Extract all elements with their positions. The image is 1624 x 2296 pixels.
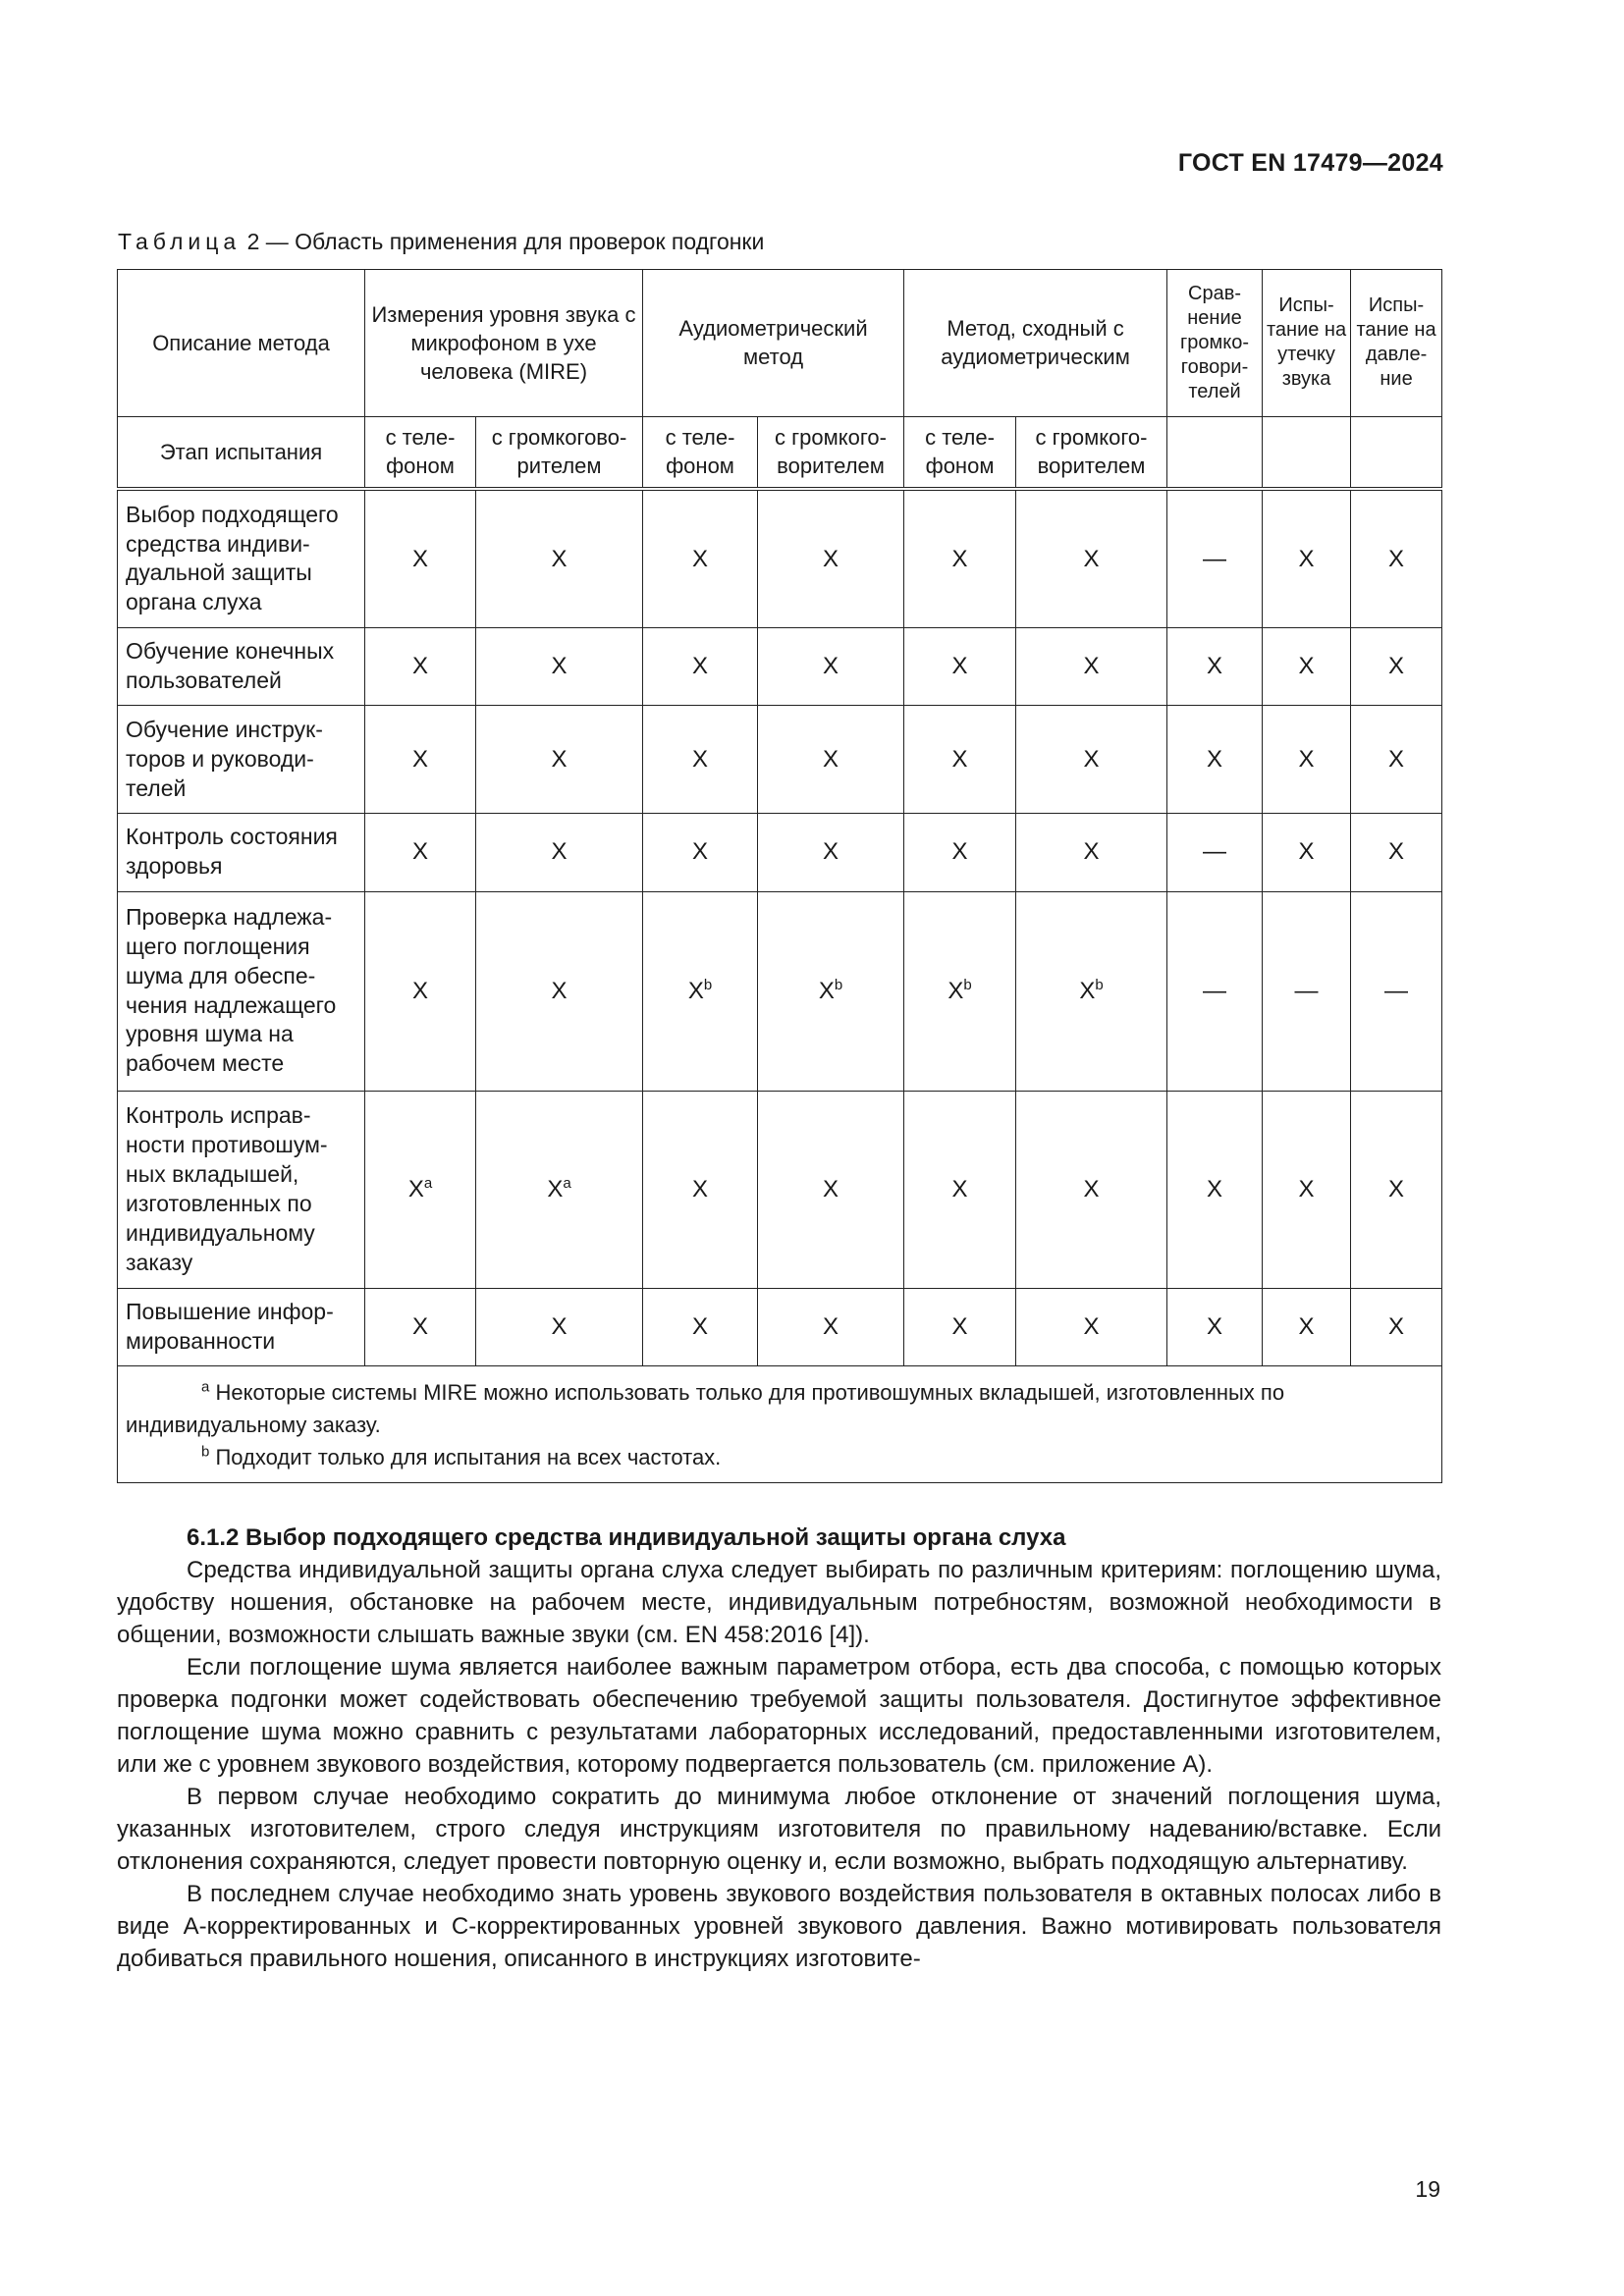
table-row [118, 628, 1442, 706]
header-empty-cell [1167, 416, 1263, 488]
table-cell: X [758, 1288, 904, 1365]
table-cell: X [1016, 706, 1167, 814]
paragraph: Средства индивидуальной защиты органа слуха следует выбирать по различным критериям: поглощению шума, удобству ношения, обстановке на рабочем месте, индивидуальным потребностям, возможной необходимости в общении, возможности слышать важные звуки (см. EN 458:2016 [4]). [117, 1557, 1441, 1648]
row-label: Обучение инструк-торов и руководи-телей [118, 706, 365, 814]
table-cell: X [643, 1288, 758, 1365]
table-cell: X [476, 814, 643, 891]
table-cell: X [1351, 814, 1442, 891]
table-cell: — [1167, 891, 1263, 1091]
table-cell: X [904, 1288, 1016, 1365]
table-cell: X [365, 489, 476, 628]
table-cell: X [1263, 1288, 1351, 1365]
row-label: Выбор подходящего средства индиви-дуальной защиты органа слуха [118, 489, 365, 628]
header-test-stage: Этап испытания [118, 416, 365, 488]
table-cell: X [476, 628, 643, 706]
table-cell: $X^b$ [643, 891, 758, 1091]
table-cell: X [758, 489, 904, 628]
paragraph: В первом случае необходимо сократить до минимума любое отклонение от значений поглощения шума, указанных изготовителем, строго следуя инструкциям изготовителя по правильному надеванию/вставке. Если отклонения сохраняются, следует провести повторную оценку и, если возможно, выбрать подходящую альтернативу. [117, 1784, 1441, 1875]
table-row [118, 489, 1442, 628]
page-number: 19 [1415, 2176, 1440, 2202]
table-cell: X [1016, 1288, 1167, 1365]
table-cell: X [1016, 814, 1167, 891]
table-cell: X [365, 706, 476, 814]
header-mire: Измерения уровня звука с микрофоном в ухе человека (MIRE) [365, 270, 643, 417]
table-row [118, 706, 1442, 814]
header-loudspeaker-compare: Срав-нение громко-говори-телей [1167, 270, 1263, 417]
table-cell: X [643, 628, 758, 706]
table-cell: X [904, 706, 1016, 814]
document-id: ГОСТ EN 17479—2024 [1177, 149, 1443, 177]
header-mire-phone: с теле-фоном [365, 416, 476, 488]
table-cell: X [1263, 814, 1351, 891]
table-cell: X [365, 891, 476, 1091]
table-cell: $X^a$ [476, 1091, 643, 1288]
table-cell: X [1167, 1091, 1263, 1288]
row-label: Контроль состояния здоровья [118, 814, 365, 891]
table-cell: X [365, 814, 476, 891]
table-cell: X [476, 489, 643, 628]
section-heading: 6.1.2 Выбор подходящего средства индивидуальной защиты органа слуха [187, 1524, 1066, 1551]
header-pressure-test: Испы-тание на давле-ние [1351, 270, 1442, 417]
table-cell: X [1167, 1288, 1263, 1365]
table-row [118, 1288, 1442, 1365]
table-caption-text: 2 — Область применения для проверок подгонки [246, 229, 765, 254]
table-cell: X [476, 706, 643, 814]
table-cell: X [643, 1091, 758, 1288]
header-row-stages [118, 416, 1442, 488]
table-cell: X [1351, 1288, 1442, 1365]
fit-check-table [117, 269, 1442, 1483]
table-cell: — [1167, 489, 1263, 628]
table-cell: — [1351, 891, 1442, 1091]
table-caption [118, 229, 764, 255]
header-mire-loudspeaker: с громкогово-рителем [476, 416, 643, 488]
section-6-1-2 [117, 1522, 1441, 1975]
table-cell: X [1351, 628, 1442, 706]
header-similar-phone: с теле-фоном [904, 416, 1016, 488]
table-row [118, 891, 1442, 1091]
table-cell: X [643, 489, 758, 628]
table-cell: X [1263, 706, 1351, 814]
table-caption-label: Таблица [118, 229, 242, 254]
row-label: Контроль исправ-ности противошум-ных вкладышей, изготовленных по индивидуальному заказу [118, 1091, 365, 1288]
table-cell: X [1167, 706, 1263, 814]
header-similar-audiometric: Метод, сходный с аудиометрическим [904, 270, 1167, 417]
header-similar-loudspeaker: с громкого-ворителем [1016, 416, 1167, 488]
table-cell: X [758, 814, 904, 891]
table-cell: — [1167, 814, 1263, 891]
header-leak-test: Испы-тание на утечку звука [1263, 270, 1351, 417]
header-audiometric-loudspeaker: с громкого-ворителем [758, 416, 904, 488]
table-cell: X [758, 1091, 904, 1288]
table-cell: X [904, 1091, 1016, 1288]
table-cell: X [365, 628, 476, 706]
table-cell: X [904, 628, 1016, 706]
table-row [118, 1091, 1442, 1288]
table-cell: $X^b$ [1016, 891, 1167, 1091]
table-notes [118, 1366, 1442, 1483]
paragraph: Если поглощение шума является наиболее важным параметром отбора, есть два способа, с помощью которых проверка подгонки может содействовать обеспечению требуемой защиты пользователя. Достигнутое эффективное поглощение шума можно сравнить с результатами лабораторных исследований, предоставленными изготовителем, или же с уровнем звукового воздействия, которому подвергается пользователь (см. приложение А). [117, 1654, 1441, 1778]
table-row [118, 814, 1442, 891]
table-cell: X [1263, 1091, 1351, 1288]
row-label: Обучение конечных пользователей [118, 628, 365, 706]
header-row-methods [118, 270, 1442, 417]
header-method-description: Описание метода [118, 270, 365, 417]
header-audiometric-phone: с теле-фоном [643, 416, 758, 488]
table-cell: $X^a$ [365, 1091, 476, 1288]
table-cell: X [643, 706, 758, 814]
table-cell: $X^b$ [758, 891, 904, 1091]
table-cell: X [1351, 1091, 1442, 1288]
row-label: Повышение инфор-мированности [118, 1288, 365, 1365]
table-cell: X [365, 1288, 476, 1365]
table-cell: X [758, 628, 904, 706]
table-cell: — [1263, 891, 1351, 1091]
table-cell: X [1016, 489, 1167, 628]
table-cell: X [758, 706, 904, 814]
table-cell: X [904, 814, 1016, 891]
table-note: $^a$ Некоторые системы MIRE можно использовать только для противошумных вкладышей, изготовленных по индивидуальному заказу. [126, 1378, 1285, 1438]
row-label: Проверка надлежа-щего поглощения шума для обеспе-чения надлежащего уровня шума на рабочем месте [118, 891, 365, 1091]
table-cell: X [904, 489, 1016, 628]
table-cell: X [476, 1288, 643, 1365]
header-audiometric: Аудиометрический метод [643, 270, 904, 417]
table-note: $^b$ Подходит только для испытания на всех частотах. [201, 1443, 722, 1470]
table-cell: X [1263, 489, 1351, 628]
table-cell: X [1351, 489, 1442, 628]
table-notes-row [118, 1366, 1442, 1483]
table-cell: X [1167, 628, 1263, 706]
table-cell: X [1016, 628, 1167, 706]
table-cell: $X^b$ [904, 891, 1016, 1091]
table-cell: X [643, 814, 758, 891]
header-empty-cell [1351, 416, 1442, 488]
table-cell: X [476, 891, 643, 1091]
table-cell: X [1351, 706, 1442, 814]
table-cell: X [1016, 1091, 1167, 1288]
header-empty-cell [1263, 416, 1351, 488]
paragraph: В последнем случае необходимо знать уровень звукового воздействия пользователя в октавных полосах либо в виде А-корректированных и С-корректированных уровней звукового давления. Важно мотивировать пользователя добиваться правильного ношения, описанного в инструкциях изготовите- [117, 1881, 1441, 1972]
table-cell: X [1263, 628, 1351, 706]
